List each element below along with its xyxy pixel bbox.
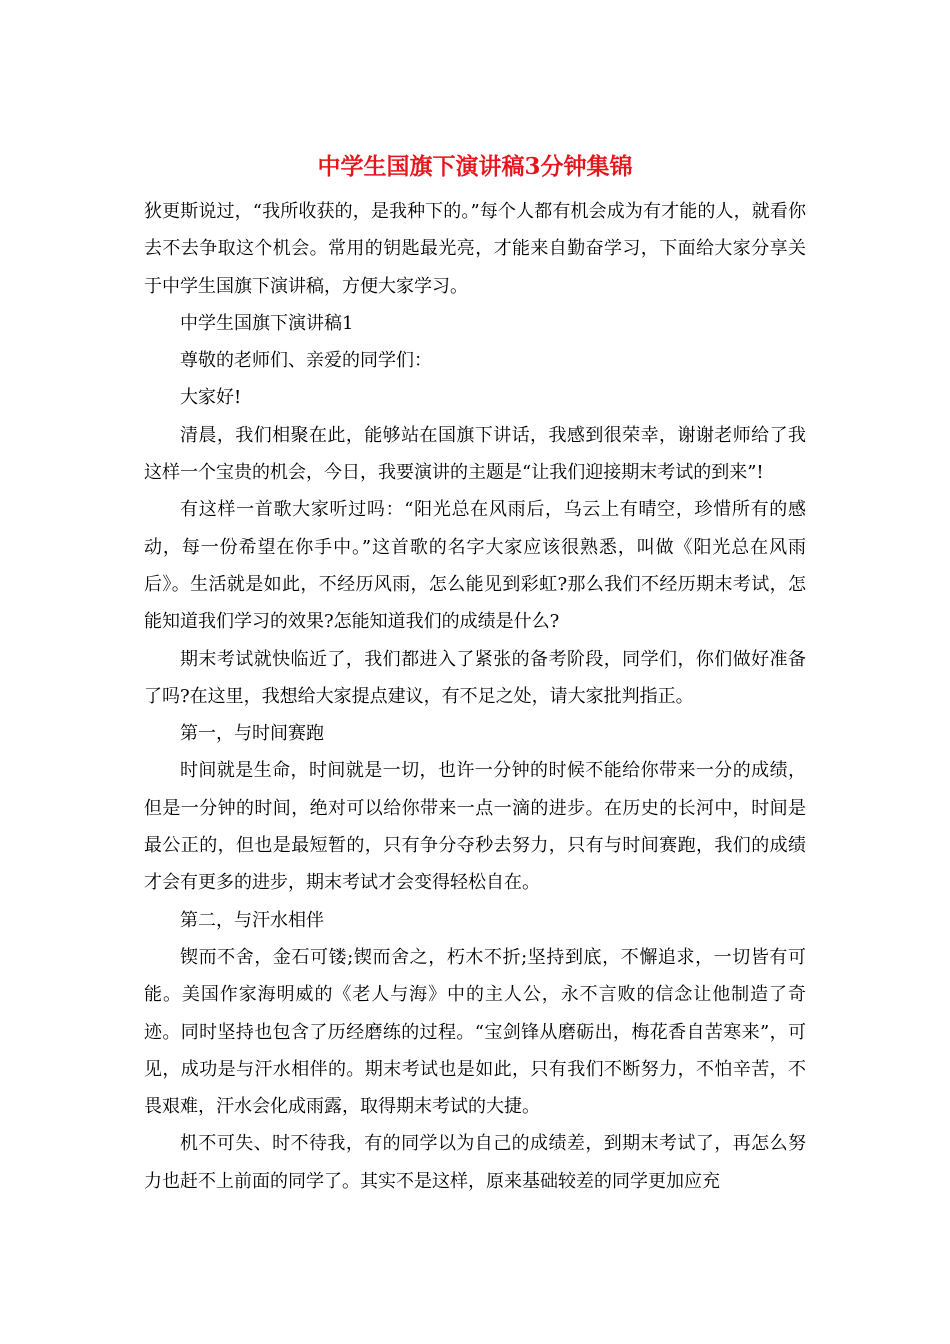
paragraph: 机不可失、时不待我，有的同学以为自己的成绩差，到期末考试了，再怎么努力也赶不上前面的同学了。其实不是这样，原来基础较差的同学更加应充 bbox=[144, 1133, 806, 1192]
subheading: 第二，与汗水相伴 bbox=[180, 909, 324, 931]
paragraph: 期末考试就快临近了，我们都进入了紧张的备考阶段，同学们，你们做好准备了吗?在这里，我想给大家提点建议，有不足之处，请大家批判指正。 bbox=[144, 648, 806, 707]
salutation: 尊敬的老师们、亲爱的同学们： bbox=[180, 350, 432, 372]
document-title: 中学生国旗下演讲稿3分钟集锦 bbox=[317, 153, 633, 180]
subheading: 第一，与时间赛跑 bbox=[180, 723, 324, 745]
greeting: 大家好! bbox=[180, 387, 242, 409]
paragraph-intro: 狄更斯说过，“我所收获的，是我种下的。”每个人都有机会成为有才能的人，就看你去不去争取这个机会。常用的钥匙最光亮，才能来自勤奋学习，下面给大家分享关于中学生国旗下演讲稿，方便大家学习。 bbox=[144, 201, 806, 297]
document-body bbox=[144, 193, 806, 1200]
paragraph: 锲而不舍，金石可镂;锲而舍之，朽木不折;坚持到底，不懈追求，一切皆有可能。美国作家海明威的《老人与海》中的主人公，永不言败的信念让他制造了奇迹。同时坚持也包含了历经磨练的过程。“宝剑锋从磨砺出，梅花香自苦寒来”，可见，成功是与汗水相伴的。期末考试也是如此，只有我们不断努力，不怕辛苦，不畏艰难，汗水会化成雨露，取得期末考试的大捷。 bbox=[144, 946, 806, 1118]
paragraph: 有这样一首歌大家听过吗：“阳光总在风雨后，乌云上有晴空，珍惜所有的感动，每一份希望在你手中。”这首歌的名字大家应该很熟悉，叫做《阳光总在风雨后》。生活就是如此，不经历风雨，怎么能见到彩虹?那么我们不经历期末考试，怎能知道我们学习的效果?怎能知道我们的成绩是什么? bbox=[144, 499, 806, 633]
paragraph: 清晨，我们相聚在此，能够站在国旗下讲话，我感到很荣幸，谢谢老师给了我这样一个宝贵的机会，今日，我要演讲的主题是“让我们迎接期末考试的到来”! bbox=[144, 424, 806, 484]
section-heading: 中学生国旗下演讲稿1 bbox=[180, 312, 354, 334]
paragraph: 时间就是生命，时间就是一切，也许一分钟的时候不能给你带来一分的成绩，但是一分钟的时间，绝对可以给你带来一点一滴的进步。在历史的长河中，时间是最公正的，但也是最短暂的，只有争分夺秒去努力，只有与时间赛跑，我们的成绩才会有更多的进步，期末考试才会变得轻松自在。 bbox=[144, 760, 806, 894]
